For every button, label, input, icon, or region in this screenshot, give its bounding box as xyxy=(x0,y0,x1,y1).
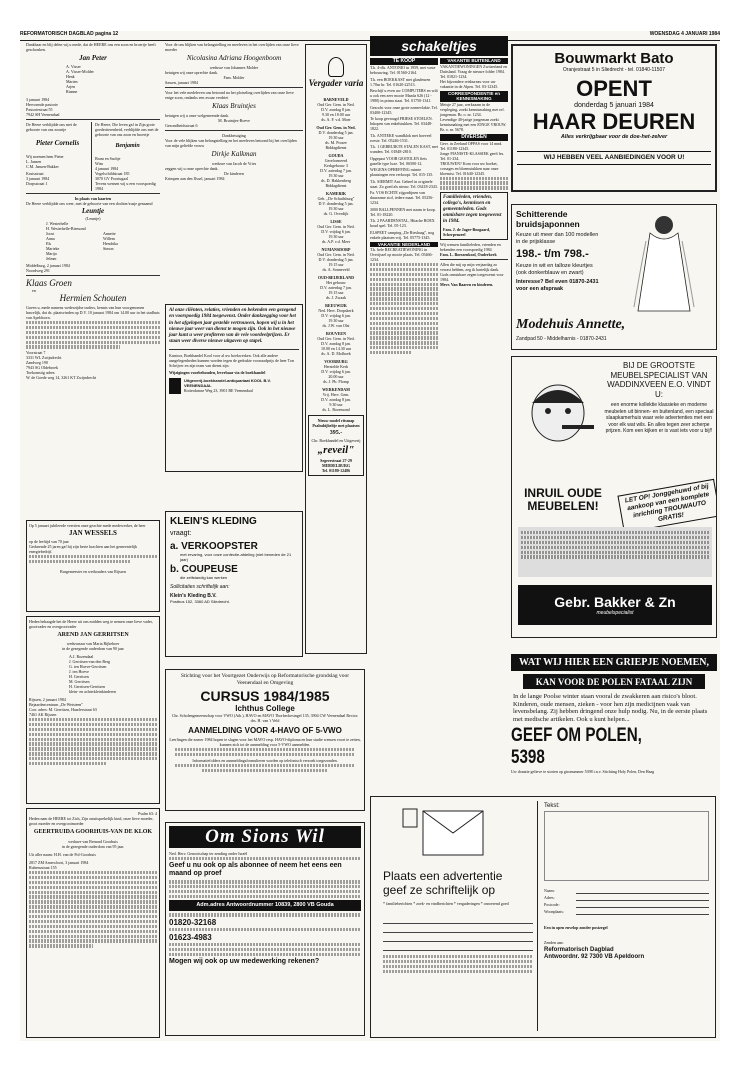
gebr-bakker-advert: BIJ DE GROOTSTE MEUBELSPECIALIST VAN WADDINXVEEN E.O. VINDT U: een enorme kollektie klassieke en moderne meubelen uit binnen- en buitenland, een speciaal slaapkamerhuis waar vele advertenties met een voor elk wat wils. En alles tegen zeer scherpe prijzen. Kom een kijken er is vast iets voor u bij!! INRUIL OUDE MEUBELEN! LET OP! Jonggehuwd of bij aankoop van een komplete inrichting TROUWAUTO GRATIS! Gebr. Bakker & Zn meubelspecialist xyxy=(511,356,717,638)
classified-item: WEGENS OPHEFFING ruimte plaatsingen een verkoopt. Tel. 015-135. xyxy=(370,167,434,177)
meeting-line: ds. J.W. van Olst xyxy=(322,323,350,328)
polen-title: WAT WIJ HIER EEN GRIEPJE NOEMEN, xyxy=(518,657,710,668)
meeting-place: GOUDA xyxy=(328,153,344,158)
obituary-geertruida: Psalm 63: 4 Heden nam de HEERE tot Zich, Zijn onuitsprekelijk kind, onze lieve moeder, groot moeder en overgrootmoeder GEERTRUIDA GOORHUIS-VAN DE KLOK weduwe van Bernard Goorhuis in de gezegende ouderdom van 95 jaar. Uit aller naam: H.H. van de Pol-Goorhuis 2817 ZM Amersfoort, 3 januari 1984 Rubensstraat 155 xyxy=(26,808,160,1038)
meeting-item xyxy=(308,387,364,412)
bato-opent: OPENT xyxy=(576,76,652,101)
plaats-subtitle: geef ze schriftelijk op xyxy=(383,883,496,897)
meeting-item xyxy=(308,331,364,356)
dirkje-name: Dirkje Kalkman xyxy=(211,150,257,158)
meeting-item xyxy=(308,219,364,244)
meeting-line: D.V. zondag 8 jan. xyxy=(321,397,351,402)
vergader-header xyxy=(308,47,364,97)
hermien-name: Hermien Schouten xyxy=(59,293,127,303)
meeting-line: D.V. vrijdag 6 jan. xyxy=(321,229,351,234)
man-with-cigar-illustration xyxy=(518,377,600,447)
plaats-title: Plaats een advertentie xyxy=(383,869,503,883)
meetings-list xyxy=(308,97,364,412)
meeting-line: Oud Ger. Gem. in Ned. xyxy=(317,252,355,257)
classified-item: T.k. 2 PAARDENSTAL, Hitache BOEX houd spel. Tel. 05-123. xyxy=(370,218,435,228)
pieter-name: Pieter Cornelis xyxy=(35,139,80,147)
adres-field[interactable] xyxy=(576,894,709,901)
classified-item: T.k. SIERMIT Ant. Geheel in originele staat. Zo goed als nieuw. Tel. 03418-2343. xyxy=(370,178,438,189)
cursus-aanmelding: AANMELDING VOOR 4-HAVO OF 5-VWO xyxy=(188,726,342,735)
meeting-line: ds. A. Sonneveld xyxy=(322,267,350,272)
meeting-line: Vrij. Herv. Gem. xyxy=(322,392,350,397)
meeting-item xyxy=(308,191,364,216)
geertruida-name: GEERTRUIDA GOORHUIS-VAN DE KLOK xyxy=(33,829,153,835)
postcode-field[interactable] xyxy=(576,901,709,908)
meeting-place: Oud Ger. Gem. in Ned. xyxy=(316,125,356,130)
meeting-item xyxy=(308,247,364,272)
meeting-place: BARNEVELD xyxy=(323,97,349,102)
header-right: WOENSDAG 4 JANUARI 1984 xyxy=(649,31,720,37)
meeting-line: Gereformeerd xyxy=(324,158,348,163)
meeting-line: Ned. Herv. Dorpskerk xyxy=(318,308,354,313)
meeting-item xyxy=(308,125,364,150)
jubilee-name: JAN WESSELS xyxy=(69,529,117,537)
nicolasina-name: Nicolasina Adriana Hoogenboom xyxy=(186,54,282,62)
classified-item: T.k. ANTIEKE wandklok met hoeveel roeste. Tel. 05246-1531. xyxy=(370,132,432,143)
meeting-line: ds. J. Zwaak xyxy=(326,295,346,300)
meeting-line: ds. A.P. v.d. Meer xyxy=(321,239,351,244)
sions-closing: Mogen wij ook op uw medewerking rekenen? xyxy=(169,958,320,966)
polen-text: In de lange Poolse winter staan vooral de zwakkeren aan risico's bloot. Kinderen, oude mensen, zieken - voor hen zijn medicijnen vaak van levensbelang. Zij hebben dringend onze hulp nodig. Nu, in de eerste plaats met medische artikelen. Ook u kunt helpen... xyxy=(513,693,708,723)
meeting-line: D.V. vrijdag 6 jan. xyxy=(321,369,351,374)
tekst-textarea[interactable] xyxy=(544,811,709,881)
bato-title: Bouwmarkt Bato xyxy=(554,50,674,67)
leuntje-family: J. Westerhelle H. Westerhelle-Biemond Joost Annette Anna Willem Els Hendrika Marieke Simon Marija Jelmer xyxy=(46,221,118,261)
polen-slogan: GEEF OM POLEN, 5398 xyxy=(511,725,642,768)
meeting-item xyxy=(308,303,364,328)
gebr-bakker-banner: Gebr. Bakker & Zn meubelspecialist xyxy=(518,585,712,625)
trouwauto-badge: LET OP! Jonggehuwd of bij aankoop van een komplete inrichting TROUWAUTO GRATIS! xyxy=(617,479,717,533)
mod-name: Modehuis Annette, xyxy=(516,317,626,332)
reveil-logo: „reveil" xyxy=(317,444,355,456)
meeting-line: D.V. zondag 8 jan. xyxy=(321,107,351,112)
classified-item: 3000 BALLPENNEN met naam te koop. Tel. 01-18220. xyxy=(370,206,436,217)
meub-title: BIJ DE GROOTSTE MEUBELSPECIALIST VAN WADDINXVEEN E.O. VINDT U: xyxy=(607,361,711,399)
bato-footer: WIJ HEBBEN VEEL AANBIEDINGEN VOOR U! xyxy=(517,151,711,165)
schakeltjes-banner: schakeltjes xyxy=(370,36,508,56)
mod-price: 198.- t/m 798.- xyxy=(516,248,589,260)
cursus-title: CURSUS 1984/1985 xyxy=(200,688,330,704)
leuntje-name: Leuntje xyxy=(81,207,105,215)
classified-item: T.k. 1 GEBRUIKTE STALEN KAST, met wanden. Tel. 01848-2810. xyxy=(370,144,438,154)
meeting-line: D.V. zondag 8 jan. xyxy=(321,341,351,346)
tekst-label: Tekst: xyxy=(544,803,560,809)
header-left: REFORMATORISCH DAGBLAD pagina 12 xyxy=(20,31,119,37)
bride-illustration xyxy=(620,211,708,315)
vergader-varia-column xyxy=(305,44,367,654)
meeting-line: 19.30 uur xyxy=(328,135,344,140)
mod-title: Schitterende bruidsjaponnen xyxy=(516,209,580,229)
klein-title: KLEIN'S KLEDING xyxy=(170,516,257,527)
klaas-bruintjes-name: Klaas Bruintjes xyxy=(212,102,256,110)
meeting-item xyxy=(308,153,364,188)
meeting-line: 19.30 uur xyxy=(328,206,344,211)
sions-phone-2: 01623-4983 xyxy=(169,933,212,943)
meeting-line: D.V. vrijdag 6 jan. xyxy=(321,313,351,318)
classified-item: Opgepast VOOR GESTOLEN fiets gazelle type luxe. Tel. 06500-12. xyxy=(370,155,427,166)
meeting-place: REEUWIJK xyxy=(325,303,347,308)
meeting-line: ds. D. Hakkenberg xyxy=(321,178,351,183)
jubilee-notice: Op 5 januari jubileerde veertien onze geachte mede medewerker, de heer JAN WESSELS op de leeftijd van 70 jaar Gedurende 25 jaren gaf hij zijn beste krachten aan het gemeentelijk energiebedrijf. Burgemeester en wethouders van Rijssen xyxy=(26,520,160,612)
classified-item: Te koop gevraagd FRIESE STOELEN. Inkopen van enkelstukken. Tel. 03448-1822. xyxy=(370,116,433,131)
woonplaats-field[interactable] xyxy=(576,908,709,915)
geef-om-polen-advert: WAT WIJ HIER EEN GRIEPJE NOEMEN, KAN VOOR DE POLEN FATAAL ZIJN In de lange Poolse winter staan vooral de zwakkeren aan risico's bloot. Kinderen, oude mensen, zieken - voor hen zijn medicijnen vaak van levensbelang. Zij hebben dringend onze hulp nodig. Nu, in de eerste plaats met medische artikelen. Ook u kunt helpen... GEEF OM POLEN, 5398 Uw donatie gelieve te storten op gironummer 5398 t.n.v. Stichting Holy Polen, Den Haag xyxy=(511,654,717,786)
meeting-line: ds. M. Prosee xyxy=(325,140,347,145)
meub-inruil: INRUIL OUDE MEUBELEN! xyxy=(524,486,602,513)
klaas-name: Klaas Groen xyxy=(26,278,72,288)
birth-intro: Dankbaar en blij delen wij u mede, dat de HEERE ons een zoon en broertje heeft geschonken. xyxy=(26,42,156,52)
meeting-place: WERKENDAM xyxy=(322,387,350,392)
ad-text-lines xyxy=(383,915,533,975)
psalm-advert: Nieuw model ritsmap Psalmbijbeltje met plaatsen 395.- Chr. Boekhandel en Uitgeverij „reveil" Segeerstraat 27-29 MIDDELBURG Tel. 01180-12486 xyxy=(308,415,364,476)
meeting-place: ROUVEEN xyxy=(325,331,346,336)
kool-wishes: Al onze cliënten, relaties, vrienden en bekenden een gezegend en voorspoedig 1984 toegewenst. Onder dankzegging voor het in het afgelopen jaar gestelde vertrouwen, hopen wij u in het nieuwe jaar weer van dienst te mogen zijn. Ook in het nieuwe jaar kunt u weer profiteren van de vele voordeelprijzen. Er staan weer diverse nieuwe uitgaven op stapel. xyxy=(169,308,296,345)
meeting-line: Het gebouw xyxy=(326,280,346,285)
classified-item: T.k. een BOEKKAST met glasdeuren 1.70m br. Tel. 01620-22513. xyxy=(370,76,431,87)
bato-deuren: HAAR DEUREN xyxy=(532,109,696,134)
meeting-line: ds. J. Pb. Plomp xyxy=(323,379,349,384)
meeting-line: ds. G. Overdijk xyxy=(323,211,349,216)
obituary-arend: Heden behaagde het de Heere uit ons midden weg te nemen onze lieve vader, grootvader en overgrootvader AREND JAN GERRITSEN weduwnaar van Maria Rijkeboer in de gezegende ouderdom van 90 jaar A.J. Rozendaal J. Gerritsen-van den Berg G. ten Hoeve-Gerritsen J. ten Hoeve H. Gerritsen M. Gerritsen H. Gerritsen-Gerritsen klein- en achterkleinkinderen Rijssen, 2 januari 1984 Bejaardencentrum „De Wetsteen" Corr. adres: M. Gerritsen, Haarlerstraat 63 7461 AK Rijssen xyxy=(26,616,160,804)
schakeltjes-right: VAKANTIE BUITENLAND VAKANTIEWONINGEN Zwitserland en Duitsland. Vraag de nieuwe folder 1984. Tel. 01821-1234. Het bijzondere reisbureau voor uw vakantie in de Alpen. Tel. 03-12345. CORRESPONDENTIE en KENNISMAKING Meisje 27 jaar, werkzaam in de verpleging, zoekt kennismaking met ref. jongeman. Br. o. nr. 1234. Levendige 40-jarige jongeman zoekt kennismaking met een JONGE VROUW. Br. o. nr. 5678. DIVERSEN Gevr. in Zeeland OPPAS voor 14 mnd. Tel. 01180-12345. Jonge PIANISTE-KLASSIEK geeft les. Tel. 01-234. TROUWEN? Kom voor uw boeket, corsages en bloemstukken naar onze bloemist. Tel. 01640-12345. Familieleden, vrienden, collega's, kennissen en gemeenteleden. Gods onmisbare zegen toegewenst in 1984. Fam. J. de Jager-Boogaard, Scherpenzeel Wij wensen familieleden, vrienden en bekenden een voorspoedig 1984 Fam. L. Boeszenkool, Ouderkerk Allen die mij op mijn verjaardag zo verrast hebben, zeg ik hartelijk dank. Gods onmisbare zegen toegewenst voor 1984. Mevr. Van Baaren en kinderen. xyxy=(440,58,508,287)
meeting-line: D.V. zaterdag 7 jan. xyxy=(320,168,352,173)
meeting-item xyxy=(308,275,364,300)
family-wishes: Familieleden, vrienden, collega's, kennissen en gemeenteleden. Gods onmisbare zegen toegewenst in 1984. Fam. J. de Jager-Boogaard, Scherpenzeel xyxy=(440,192,508,240)
om-sions-wil-advert: Om Sions Wil Ned. Herv. Genootschap ter zending onder Israël Geef u nu ook op als abonnee of neem het eens een maand op proef Adm.adres Antwoordnummer 10839, 2800 VB Gouda 01820-32168 01623-4983 Mogen wij ook op uw medewerking rekenen? xyxy=(165,822,365,1036)
bato-advert: Bouwmarkt Bato Oranjestraat 5 in Sliedrecht - tel. 01840-11507 OPENT donderdag 5 januari 1984 HAAR DEUREN Alles verkrijgbaar voor de doe-het-zelver WIJ HEBBEN VEEL AANBIEDINGEN VOOR U! xyxy=(511,44,717,192)
meeting-line: 19.15 uur xyxy=(328,262,344,267)
meeting-line: 19.30 uur xyxy=(328,318,344,323)
meeting-line: Herstelde Kerk xyxy=(323,364,349,369)
birth-pair: De Heere verblijdde ons met de geboorte van ons zoontje Pieter Cornelis Wij noemen hem Pieter L. Jansen C.M. Jansen-Bakker Kruisstraat 3 januari 1984 Dorpsstraat 1 De Heere, Die leven gaf in Zijn grote goedertierenheid, verblijdde ons met de geboorte van ons zoon en broertje Benjamin Bram en Sachje Wim 4 januari 1984 Vogelschildstraat 185 3070 GV Poortugaal Tevens wensen wij u een voorspoedig 1984 xyxy=(26,122,159,191)
meeting-line: ds. A. D. Molhoek xyxy=(321,351,351,356)
meeting-line: Kerkgebouw 3 xyxy=(324,163,348,168)
sions-phone: 01820-32168 xyxy=(169,918,217,928)
classified-item: Fa. VOS ECHTE zijgordijnen van duurzame stof, iedere maat. Tel. 05256-1234. xyxy=(370,190,434,205)
meeting-line: Geb. „De Schuilsburg" xyxy=(317,196,355,201)
meeting-item xyxy=(308,97,364,122)
column-2-notices: Voor de ons blijken van belangstelling en meeleven in het overlijden van onze lieve moeder Nicolasina Adriana Hoogenboom weduwe van Johannes Molder betuigen wij onze oprechte dank. Fam. Molder Sassen, januari 1984 Voor het vele medeleven ons betoond na het plotseling overlijden van onze lieve enige zoon, ondanks een zwaar verdriet Klaas Bruintjes betuigen wij u onze welgemeende dank. M. Bruintjes-Boeve Gezondheidsstraat 6 Dankbetuiging Voor de vele blijken van belangstelling en het meeleven betoond bij het overlijden van mijn geliefde vrouw Dirkje Kalkman weduwe van Jacob de Vries zeggen wij u onze oprechte dank. De kinderen Krimpen aan den IJssel, januari 1984 xyxy=(165,42,303,302)
modehuis-annette-advert: Schitterende bruidsjaponnen Keuze uit meer dan 100 modellen in de prijsklasse 198.- t/m 798.- Keuze in wit en talloze kleurtjes (ook donkerblauw en zwart) Interesse? Bel even 01870-2431 voor een afspraak Modehuis Annette, Zandpad 50 - Middelharnis - 01870-2431 xyxy=(511,204,717,350)
classified-item: Gezocht voor onze grote zonnevlakte. Tel. 03400-12345. xyxy=(370,104,438,115)
meeting-line: 19.15 uur xyxy=(328,290,344,295)
sions-banner: Om Sions Wil xyxy=(169,826,361,848)
plaats-advertentie-form: Plaats een advertentie geef ze schriftelijk op * familieberichten * zoek- en vindberichten * vergaderingen * onroerend goed Tekst: Naam: Adres: Postcode: Woonplaats: Een in open envelop zonder postzegel Zenden aan: Reformatorisch Dagblad Antwoordnr. 92 7300 VB Apeldoorn xyxy=(370,796,716,1038)
klein-item-1: a. VERKOOPSTER xyxy=(170,541,258,552)
meeting-line: D.V. donderdag 5 jan. xyxy=(318,201,354,206)
vergader-title: Vergader varia xyxy=(308,77,364,88)
meeting-line: 10.00 en 14.30 uur xyxy=(320,346,352,351)
arend-name: AREND JAN GERRITSEN xyxy=(57,632,129,638)
meeting-place: KAMERIK xyxy=(326,191,346,196)
classified-item: Beschijf u even uw COMPUTERS en wilt u ook een zeer mooie Mazda 626 (12 - 1980) in prima staat. Tel. 01750-1341. xyxy=(370,88,438,103)
kool-logo xyxy=(169,378,181,394)
meeting-line: Oud Ger. Gem. in Ned. xyxy=(317,224,355,229)
naam-field[interactable] xyxy=(576,887,709,894)
meeting-place: VOORBURG xyxy=(324,359,348,364)
klein-item-2: b. COUPEUSE xyxy=(170,564,238,575)
meeting-line: 20.00 uur xyxy=(328,374,344,379)
polen-title-2: KAN VOOR DE POLEN FATAAL ZIJN xyxy=(535,676,693,687)
kool-advert: Al onze cliënten, relaties, vrienden en bekenden een gezegend en voorspoedig 1984 toegewenst. Onder dankzegging voor het in het afgelopen jaar gestelde vertrouwen, hopen wij u in het nieuwe jaar weer van dienst te mogen zijn. Ook in het nieuwe jaar kunt u weer profiteren van de vele voordeelprijzen. Er staan weer diverse nieuwe uitgaven op stapel. Kantoor, Boekhandel Kool voor al uw boekwerken. Ook alle andere aangelegenheden kunnen worden tegen de gedrukte voorraadprijs de heer Ton Schrijver en zijn team van dienst zijn. Wijzigingen voorbehouden, leverbaar via de boekhandel Uitgeverij-boekhandel-antiquariaat KOOL B.V. VEENENDAAL Rotterdamse Weg 23, 3901 BE Veenendaal xyxy=(165,304,303,472)
meeting-line: D.V. donderdag 5 jan. xyxy=(318,257,354,262)
store-map xyxy=(518,527,712,577)
meeting-line: Oud Ger. Gem. in Ned. xyxy=(317,102,355,107)
classified-item: ELSPEET camping „De Rieshaag", nog enkele plaatsen vrij. Tel. 05775-1345. xyxy=(370,229,435,240)
meeting-line: 19.30 uur xyxy=(328,173,344,178)
meeting-place: OUD-BEIJERLAND xyxy=(317,275,354,280)
meeting-line: 9.30 en 18.00 uur xyxy=(321,112,351,117)
schakeltjes-left: TE KOOP T.k. 4-dls. ANTONIO in 1959, met vaste bebouwing. Tel. 01560-2164. T.k. een BOEKKAST met glasdeuren 1.70m br. Tel. 01620-22513. Beschijf u even uw COMPUTERS en wilt u ook een zeer mooie Mazda 626 (12 - 1980) in prima staat. Tel. 01750-1341. Gezocht voor onze grote zonnevlakte. Tel. 03400-12345. Te koop gevraagd FRIESE STOELEN. Inkopen van enkelstukken. Tel. 03448-1822. T.k. ANTIEKE wandklok met hoeveel roeste. Tel. 05246-1531. T.k. 1 GEBRUIKTE STALEN KAST, met wanden. Tel. 01848-2810. Opgepast VOOR GESTOLEN fiets gazelle type luxe. Tel. 06500-12. WEGENS OPHEFFING ruimte plaatsingen een verkoopt. Tel. 015-135. T.k. SIERMIT Ant. Geheel in originele staat. Zo goed als nieuw. Tel. 03418-2343. Fa. VOS ECHTE zijgordijnen van duurzame stof, iedere maat. Tel. 05256-1234. 3000 BALLPENNEN met naam te koop. Tel. 01-18220. T.k. 2 PAARDENSTAL, Hitache BOEX houd spel. Tel. 05-123. ELSPEET camping „De Rieshaag", nog enkele plaatsen vrij. Tel. 05775-1345. VAKANTIE NEDERLAND T.k. hele RECREATIEWONING in Overijssel op mooie plaats. Tel. 05466-1234. xyxy=(370,58,438,356)
meeting-line: D.V. zaterdag 7 jan. xyxy=(320,285,352,290)
birth-name: Jan Peter xyxy=(79,54,107,62)
meeting-item xyxy=(308,359,364,384)
envelope-illustration xyxy=(383,805,513,863)
reform-name: Reformatorisch Dagblad xyxy=(544,947,614,953)
meeting-line: Biddagdienst xyxy=(325,145,347,150)
column-1: Dankbaar en blij delen wij u mede, dat de HEERE ons een zoon en broertje heeft geschonken. Jan Peter A. Visser A. Visser-Molder Henk Marten Arjen Rianne 3 januari 1984 Hervormde pastorie Pastoriestraat 55 7942 SH Veenendaal De Heere verblijdde ons met de geboorte van ons zoontje Pieter Cornelis Wij noemen hem Pieter L. Jansen C.M. Jansen-Bakker Kruisstraat 3 januari 1984 Dorpsstraat 1 De Heere, Die leven gaf in Zijn grote goedertierenheid, verblijdde ons met de geboorte van ons zoon en broertje Benjamin Bram en Sachje Wim 4 januari 1984 Vogelschildstraat 185 3070 GV Poortugaal Tevens wensen wij u een voorspoedig 1984 In plaats van kaarten De Heere verblijdde ons weer, met de geboorte van een dochter/zusje genaamd Leuntje (Leuntje) J. Westerhelle H. Westerhelle-Biemond Joost Annette Anna Willem Els Hendrika Marieke Simon Marija Jelmer Middelburg, 2 januari 1984 Noordweg 291 Klaas Groen en Hermien Schouten Gaven u, mede namens wederzijdse ouders, kennis van hun voorgenomen huwelijk, dat ds. plaatsvinden op D.V. 10 januari 1984 om 14.00 uur in het stadhuis van Apeldoorn. Voorstraat 7 3331 WL Zwijndrecht Zandweg 190 7943 SG Oldebroek Toekomstig adres: W. de Goede weg 14, 3261 KT Zwijndrecht xyxy=(26,42,160,381)
schakeltjes-column xyxy=(370,36,508,666)
ichthus-college-advert: Stichting voor het Voortgezet Onderwijs op Reformatorische grondslag voor Veenendaal en Omgeving CURSUS 1984/1985 Ichthus College Chr. Scholengemeenschap voor VWO (Ath.), HAVO en MAVO Thorbeckesingel 135, 3904 CW Veenendaal Rector: drs. H. van 't Veld AANMELDING VOOR 4-HAVO OF 5-VWO Leerlingen die zomer 1984 hopen te slagen voor het MAVO resp. HAVO-diploma en hun studie wensen voort te zetten, kunnen zich tot de aanmelding voor 5-VWO aanmelden. Informatiefolders en aanmeldingsformulieren worden op telefonisch verzoek toegezonden. xyxy=(165,669,365,811)
meeting-place: NUMANSDORP xyxy=(321,247,351,252)
birth-family: A. Visser A. Visser-Molder Henk Marten Arjen Rianne xyxy=(66,64,94,94)
meeting-line: Oud Ger. Gem. in Ned. xyxy=(317,336,355,341)
meeting-line: ds. L. Rozemond xyxy=(322,407,350,412)
meeting-place: LISSE xyxy=(330,219,342,224)
sions-offer: Geef u nu ook op als abonnee of neem het eens een maand op proef xyxy=(169,862,342,878)
meeting-line: ds. A. F. v.d. Moer xyxy=(321,117,351,122)
meeting-line: Biddagdienst xyxy=(325,183,347,188)
antwoord-address: Antwoordnr. 92 7300 VB Apeldoorn xyxy=(544,954,645,960)
klein-kleding-advert: KLEIN'S KLEDING vraagt: a. VERKOOPSTER met ervaring, voor onze confectie-afdeling (niet beneden de 21 jaar) b. COUPEUSE die zelfstandig kan werken Sollicitaties schriftelijk aan: Klein's Kleding B.V. Postbus 152, 3360 AD Sliedrecht. xyxy=(165,511,303,657)
meeting-line: 9.30 uur xyxy=(329,402,343,407)
meeting-line: D.V. donderdag 5 jan. xyxy=(318,130,354,135)
classified-item: T.k. 4-dls. ANTONIO in 1959, met vaste bebouwing. Tel. 01560-2164. xyxy=(370,65,436,75)
form-right: Tekst: Naam: Adres: Postcode: Woonplaats: Een in open envelop zonder postzegel Zenden aan: Reformatorisch Dagblad Antwoordnr. 92 7300 VB Apeldoorn xyxy=(537,801,709,1031)
meeting-line: 19.30 uur xyxy=(328,234,344,239)
lamp-icon xyxy=(328,57,344,77)
sions-address: Adm.adres Antwoordnummer 10839, 2800 VB Gouda xyxy=(196,902,334,909)
